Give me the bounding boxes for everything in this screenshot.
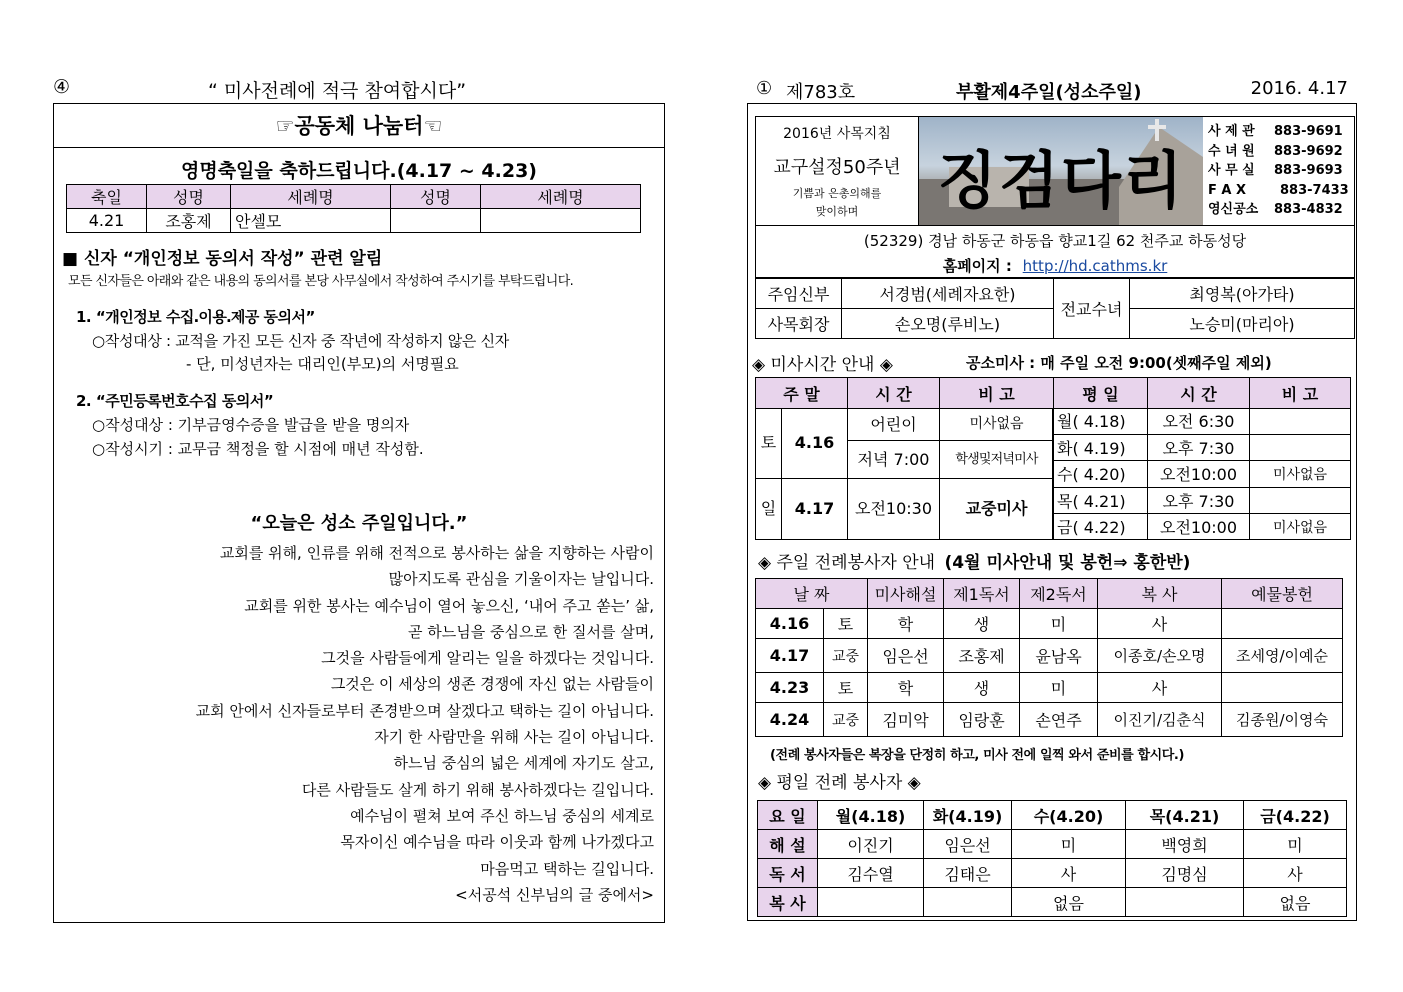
community-box bbox=[53, 103, 665, 923]
mass-header: 비 고 bbox=[940, 378, 1054, 409]
address-box bbox=[755, 226, 1355, 278]
feast-header: 성명 bbox=[391, 185, 481, 209]
left-page-number: ④ bbox=[53, 76, 71, 98]
weekday-time: 오전10:00 bbox=[1148, 514, 1250, 540]
sunday-header: 제1독서 bbox=[944, 579, 1020, 609]
weekday-server-cell: 사 bbox=[1012, 859, 1126, 888]
sunday-cell: 4.24 bbox=[756, 703, 824, 737]
weekday-server-cell: 없음 bbox=[1244, 888, 1347, 917]
notice-title: ■ 신자 “개인정보 동의서 작성” 관련 알림 bbox=[62, 249, 383, 269]
mass-header: 주 말 bbox=[756, 378, 848, 409]
weekday-servers-title: ◈ 평일 전례 봉사자 ◈ bbox=[758, 773, 921, 793]
staff-value: 서경범(세례자요한) bbox=[842, 279, 1054, 309]
weekday-note bbox=[1250, 434, 1351, 460]
weekday-server-cell: 김태은 bbox=[924, 859, 1012, 888]
feast-cell bbox=[481, 209, 641, 233]
message-source: <서공석 신부님의 글 중에서> bbox=[455, 885, 654, 904]
sunday-cell: 사 bbox=[1098, 673, 1222, 703]
weekend-block bbox=[755, 408, 1053, 540]
sat-time1: 어린이 bbox=[848, 408, 940, 441]
message-line: 마음먹고 택하는 길입니다. bbox=[480, 859, 654, 878]
message-line: 교회를 위한 봉사는 예수님이 열어 놓으신, ‘내어 주고 쏟는’ 삶, bbox=[244, 596, 654, 615]
message-line: 자기 한 사람만을 위해 사는 길이 아닙니다. bbox=[374, 728, 654, 747]
sunday-cell: 임은선 bbox=[868, 639, 944, 673]
sunday-cell: 토 bbox=[824, 673, 868, 703]
weekday-note: 미사없음 bbox=[1250, 461, 1351, 487]
notice-body: 모든 신자들은 아래와 같은 내용의 동의서를 본당 사무실에서 작성하여 주시기를 부탁드립니다. bbox=[68, 274, 574, 289]
message-title: “오늘은 성소 주일입니다.” bbox=[250, 513, 468, 534]
weekday-day: 월( 4.18) bbox=[1054, 408, 1148, 434]
sunday-cell: 조홍제 bbox=[944, 639, 1020, 673]
message-body bbox=[74, 540, 654, 908]
sat-day: 토 bbox=[756, 408, 782, 478]
weekday-day: 금( 4.22) bbox=[1054, 514, 1148, 540]
feast-header: 세례명 bbox=[231, 185, 391, 209]
issue-date: 2016. 4.17 bbox=[1250, 78, 1348, 99]
sat-note1: 미사없음 bbox=[940, 408, 1053, 441]
weekday-server-cell: 임은선 bbox=[924, 830, 1012, 859]
sunday-servers-note: (4월 미사안내 및 봉헌⇒ 홍한반) bbox=[944, 553, 1191, 573]
homepage-label: 홈페이지 : bbox=[942, 257, 1012, 275]
sunday-cell: 임랑훈 bbox=[944, 703, 1020, 737]
sunday-name: 부활제4주일(성소주일) bbox=[956, 82, 1142, 103]
sunday-cell: 미 bbox=[1020, 609, 1098, 639]
mass-header: 시 간 bbox=[1148, 378, 1250, 409]
contact-list bbox=[1208, 122, 1354, 220]
staff-value: 노승미(마리아) bbox=[1130, 309, 1355, 339]
weekday-server-cell: 백영희 bbox=[1126, 830, 1244, 859]
feast-header: 성명 bbox=[147, 185, 231, 209]
weekday-server-cell: 김수열 bbox=[818, 859, 924, 888]
sunday-cell: 이진기/김춘식 bbox=[1098, 703, 1222, 737]
weekday-time: 오후 7:30 bbox=[1148, 487, 1250, 513]
staff-value: 손오명(루비노) bbox=[842, 309, 1054, 339]
sunday-cell: 학 bbox=[868, 609, 944, 639]
item1-title: 1. “개인정보 수집․이용․제공 동의서” bbox=[76, 308, 315, 326]
sunday-cell: 학 bbox=[868, 673, 944, 703]
community-box-title: ☞공동체 나눔터☜ bbox=[54, 104, 664, 148]
weekday-mass-table bbox=[1053, 408, 1351, 540]
weekday-server-header: 화(4.19) bbox=[924, 801, 1012, 830]
feast-cell: 4.21 bbox=[67, 209, 147, 233]
weekday-server-header: 금(4.22) bbox=[1244, 801, 1347, 830]
feast-cell: 안셀모 bbox=[231, 209, 391, 233]
sunday-cell: 미 bbox=[1020, 673, 1098, 703]
staff-value: 최영복(아가타) bbox=[1130, 279, 1355, 309]
item1-line1: ○작성대상 : 교적을 가진 모든 신자 중 작년에 작성하지 않은 신자 bbox=[92, 332, 509, 350]
staff-label: 사목회장 bbox=[756, 309, 842, 339]
masthead-title: 징검다리 bbox=[937, 144, 1185, 217]
sunday-cell: 손연주 bbox=[1020, 703, 1098, 737]
sunday-cell: 교중 bbox=[824, 639, 868, 673]
masthead-box bbox=[755, 116, 1355, 226]
weekday-server-cell: 미 bbox=[1012, 830, 1126, 859]
contact-row: 수 녀 원 883-9692 bbox=[1208, 143, 1343, 159]
staff-label: 전교수녀 bbox=[1054, 279, 1130, 339]
weekday-server-label: 해 설 bbox=[758, 830, 818, 859]
sun-day: 일 bbox=[756, 479, 782, 539]
homepage-row bbox=[756, 255, 1354, 276]
server-note: (전례 봉사자들은 복장을 단정히 하고, 미사 전에 일찍 와서 준비를 합시다.) bbox=[770, 748, 1185, 763]
message-line: 교회 안에서 신자들로부터 존경받으며 살겠다고 택하는 길이 아닙니다. bbox=[195, 701, 654, 720]
sunday-header: 날 짜 bbox=[756, 579, 868, 609]
right-page-header bbox=[756, 78, 1348, 102]
weekday-server-cell: 사 bbox=[1244, 859, 1347, 888]
sunday-cell: 4.23 bbox=[756, 673, 824, 703]
weekday-server-cell bbox=[1126, 888, 1244, 917]
sunday-cell: 생 bbox=[944, 673, 1020, 703]
left-page-header bbox=[53, 76, 665, 102]
issue-number: 제783호 bbox=[786, 82, 856, 103]
sat-date: 4.16 bbox=[782, 408, 848, 478]
weekday-server-header: 목(4.21) bbox=[1126, 801, 1244, 830]
sun-time: 오전10:30 bbox=[848, 479, 940, 539]
message-line: 하느님 중심의 넓은 세계에 자기도 살고, bbox=[393, 754, 654, 773]
mass-header: 비 고 bbox=[1250, 378, 1351, 409]
weekday-server-label: 복 사 bbox=[758, 888, 818, 917]
message-line: 곧 하느님을 중심으로 한 질서를 살며, bbox=[408, 622, 654, 641]
contact-row: 사 제 관 883-9691 bbox=[1208, 124, 1343, 139]
sunday-header: 제2독서 bbox=[1020, 579, 1098, 609]
feast-header: 세례명 bbox=[481, 185, 641, 209]
sunday-cell: 사 bbox=[1098, 609, 1222, 639]
weekday-server-cell: 미 bbox=[1244, 830, 1347, 859]
mass-note: 공소미사 : 매 주일 오전 9:00(셋째주일 제외) bbox=[966, 354, 1272, 372]
sat-time2: 저녁 7:00 bbox=[848, 441, 940, 478]
pastoral-panel bbox=[756, 117, 919, 225]
message-line: 예수님이 펼쳐 보여 주신 하느님 중심의 세계로 bbox=[350, 806, 654, 825]
weekday-note bbox=[1250, 408, 1351, 434]
weekday-servers-table bbox=[757, 800, 1347, 917]
weekday-server-header: 월(4.18) bbox=[818, 801, 924, 830]
sat-note2: 학생및저녁미사 bbox=[955, 452, 1038, 467]
weekday-time: 오전 6:30 bbox=[1148, 408, 1250, 434]
weekday-day: 수( 4.20) bbox=[1054, 461, 1148, 487]
feast-cell: 조홍제 bbox=[147, 209, 231, 233]
left-header-quote: “ 미사전례에 적극 참여합시다” bbox=[208, 80, 467, 102]
weekday-server-cell bbox=[924, 888, 1012, 917]
weekday-time: 오후 7:30 bbox=[1148, 434, 1250, 460]
weekday-day: 화( 4.19) bbox=[1054, 434, 1148, 460]
sunday-cell bbox=[1222, 609, 1343, 639]
masthead-image bbox=[919, 117, 1203, 225]
message-line: 다른 사람들도 살게 하기 위해 봉사하겠다는 길입니다. bbox=[301, 780, 654, 799]
contact-row: 영신공소 883-4832 bbox=[1208, 202, 1343, 217]
sunday-cell: 토 bbox=[824, 609, 868, 639]
weekday-day: 목( 4.21) bbox=[1054, 487, 1148, 513]
mass-header: 시 간 bbox=[848, 378, 940, 409]
sunday-cell: 이종호/손오명 bbox=[1098, 639, 1222, 673]
mass-title: ◈ 미사시간 안내 ◈ bbox=[752, 355, 893, 375]
message-line: 그것은 이 세상의 생존 경쟁에 자신 없는 사람들이 bbox=[330, 675, 654, 694]
sunday-cell: 김미악 bbox=[868, 703, 944, 737]
sunday-header: 예물봉헌 bbox=[1222, 579, 1343, 609]
sunday-cell: 생 bbox=[944, 609, 1020, 639]
staff-label: 주임신부 bbox=[756, 279, 842, 309]
sunday-cell: 조세영/이예순 bbox=[1222, 639, 1343, 673]
weekday-note bbox=[1250, 487, 1351, 513]
sunday-cell: 4.17 bbox=[756, 639, 824, 673]
jubilee-sub: 맞이하며 bbox=[815, 205, 859, 218]
weekday-server-header: 수(4.20) bbox=[1012, 801, 1126, 830]
mass-header: 평 일 bbox=[1054, 378, 1148, 409]
weekday-server-label: 독 서 bbox=[758, 859, 818, 888]
mass-table bbox=[755, 377, 1351, 409]
sunday-cell: 김종원/이영숙 bbox=[1222, 703, 1343, 737]
jubilee-title: 교구설정50주년 bbox=[773, 157, 901, 178]
feast-title: 영명축일을 축하드립니다.(4.17 ~ 4.23) bbox=[180, 160, 537, 182]
weekday-server-cell bbox=[818, 888, 924, 917]
weekday-server-cell: 김명심 bbox=[1126, 859, 1244, 888]
feast-cell bbox=[391, 209, 481, 233]
staff-table bbox=[755, 278, 1355, 339]
item1-line2: - 단, 미성년자는 대리인(부모)의 서명필요 bbox=[186, 355, 459, 373]
sun-note: 교중미사 bbox=[965, 499, 1028, 518]
feast-header: 축일 bbox=[67, 185, 147, 209]
item2-title: 2. “주민등록번호수집 동의서” bbox=[76, 392, 274, 410]
contact-row: F A X 883-7433 bbox=[1208, 182, 1349, 198]
message-line: 그것을 사람들에게 알리는 일을 하겠다는 것입니다. bbox=[321, 649, 654, 668]
message-line: 목자이신 예수님을 따라 이웃과 함께 나가겠다고 bbox=[340, 833, 654, 852]
sunday-cell: 교중 bbox=[824, 703, 868, 737]
weekday-server-header: 요 일 bbox=[758, 801, 818, 830]
sunday-header: 복 사 bbox=[1098, 579, 1222, 609]
sunday-servers-table bbox=[755, 578, 1343, 737]
parish-address: (52329) 경남 하동군 하동읍 향교1길 62 천주교 하동성당 bbox=[863, 232, 1247, 250]
contact-row: 사 무 실 883-9693 bbox=[1208, 163, 1343, 178]
homepage-link[interactable]: http://hd.cathms.kr bbox=[1022, 257, 1168, 275]
message-line: 많아지도록 관심을 기울이자는 날입니다. bbox=[388, 570, 654, 589]
sunday-servers-title bbox=[758, 548, 1190, 573]
pastoral-year: 2016년 사목지침 bbox=[783, 126, 891, 142]
weekday-time: 오전10:00 bbox=[1148, 461, 1250, 487]
message-line: 교회를 위해, 인류를 위해 전적으로 봉사하는 삶을 지향하는 사람이 bbox=[219, 544, 654, 562]
item2-line1: ○작성대상 : 기부금영수증을 발급을 받을 명의자 bbox=[92, 416, 410, 434]
right-page-number: ① bbox=[756, 78, 773, 99]
sun-date: 4.17 bbox=[782, 479, 848, 539]
sunday-cell bbox=[1222, 673, 1343, 703]
feast-table bbox=[66, 184, 641, 233]
weekday-server-cell: 이진기 bbox=[818, 830, 924, 859]
item2-line2: ○작성시기 : 교무금 책정을 할 시점에 매년 작성함. bbox=[92, 440, 424, 458]
sunday-header: 미사해설 bbox=[868, 579, 944, 609]
weekday-server-cell: 없음 bbox=[1012, 888, 1126, 917]
jubilee-sub: 기쁨과 은총의해를 bbox=[792, 187, 882, 200]
sunday-cell: 4.16 bbox=[756, 609, 824, 639]
sunday-cell: 윤남옥 bbox=[1020, 639, 1098, 673]
weekday-note: 미사없음 bbox=[1250, 514, 1351, 540]
sunday-servers-heading: ◈ 주일 전례봉사자 안내 bbox=[758, 553, 936, 573]
